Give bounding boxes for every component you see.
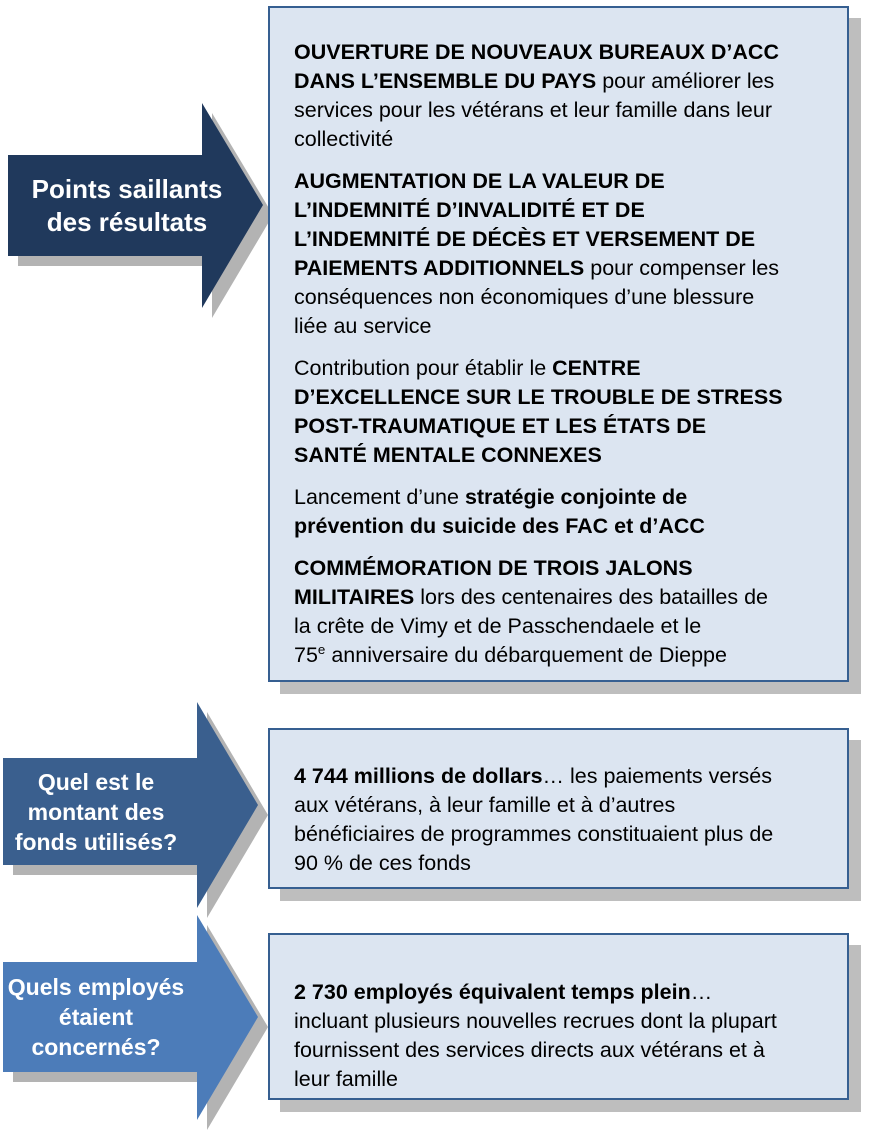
text-run: L’INDEMNITÉ D’INVALIDITÉ ET DE: [294, 198, 645, 222]
text-run: 2 730 employés équivalent temps plein: [294, 980, 691, 1004]
paragraph: [294, 38, 833, 154]
text-run: 75: [294, 643, 318, 667]
text-run: la crête de Vimy et de Passchendaele et le: [294, 614, 702, 638]
text-run: …: [690, 980, 713, 1004]
text-run: liée au service: [294, 314, 432, 338]
text-run: pour améliorer les: [596, 69, 775, 93]
text-run: bénéficiaires de programmes constituaient plus de: [294, 822, 774, 846]
text-run: COMMÉMORATION DE TROIS JALONS: [294, 556, 693, 580]
text-run: 4 744 millions de dollars: [294, 764, 543, 788]
text-run: Contribution pour établir le: [294, 356, 553, 380]
employees-box: [268, 933, 849, 1100]
text-run: D’EXCELLENCE SUR LE TROUBLE DE STRESS: [294, 385, 783, 409]
text-run: leur famille: [294, 1067, 398, 1091]
arrow-employes-concernes: [3, 915, 258, 1120]
arrow-label: Points saillants des résultats: [31, 173, 223, 237]
text-run: services pour les vétérans et leur famille dans leur: [294, 98, 772, 122]
text-run: … les paiements versés: [542, 764, 772, 788]
paragraph: [294, 554, 833, 670]
text-run: SANTÉ MENTALE CONNEXES: [294, 443, 602, 467]
text-run: OUVERTURE DE NOUVEAUX BUREAUX D’ACC: [294, 40, 779, 64]
box-content: [294, 978, 833, 1094]
text-run: pour compenser les: [584, 256, 780, 280]
text-run: collectivité: [294, 127, 394, 151]
text-run: fournissent des services directs aux vétérans et à: [294, 1038, 765, 1062]
paragraph: [294, 978, 833, 1094]
text-run: e: [317, 641, 326, 657]
paragraph: [294, 762, 833, 878]
text-run: DANS L’ENSEMBLE DU PAYS: [294, 69, 597, 93]
arrow-label: Quel est le montant des fonds utilisés?: [14, 768, 178, 855]
highlights-box: [268, 6, 849, 682]
funds-box: [268, 728, 849, 889]
text-run: 90 % de ces fonds: [294, 851, 471, 875]
text-run: AUGMENTATION DE LA VALEUR DE: [294, 169, 665, 193]
text-run: MILITAIRES: [294, 585, 415, 609]
text-run: conséquences non économiques d’une blessure: [294, 285, 755, 309]
box-content: [294, 38, 833, 670]
text-run: lors des centenaires des batailles de: [414, 585, 768, 609]
text-run: aux vétérans, à leur famille et à d’autres: [294, 793, 676, 817]
text-run: anniversaire du débarquement de Dieppe: [325, 643, 727, 667]
arrow-label: Quels employés étaient concernés?: [7, 974, 185, 1060]
text-run: PAIEMENTS ADDITIONNELS: [294, 256, 585, 280]
arrow-points-saillants: [8, 103, 263, 308]
text-run: prévention du suicide des FAC et d’ACC: [294, 514, 705, 538]
box-content: [294, 762, 833, 878]
text-run: CENTRE: [552, 356, 641, 380]
arrow-montant-fonds: [3, 702, 258, 908]
text-run: L’INDEMNITÉ DE DÉCÈS ET VERSEMENT DE: [294, 227, 756, 251]
paragraph: [294, 483, 833, 541]
text-run: incluant plusieurs nouvelles recrues dont la plupart: [294, 1009, 777, 1033]
text-run: stratégie conjointe de: [464, 485, 688, 509]
paragraph: [294, 354, 833, 470]
text-run: Lancement d’une: [294, 485, 465, 509]
paragraph: [294, 167, 833, 341]
text-run: POST-TRAUMATIQUE ET LES ÉTATS DE: [294, 414, 707, 438]
